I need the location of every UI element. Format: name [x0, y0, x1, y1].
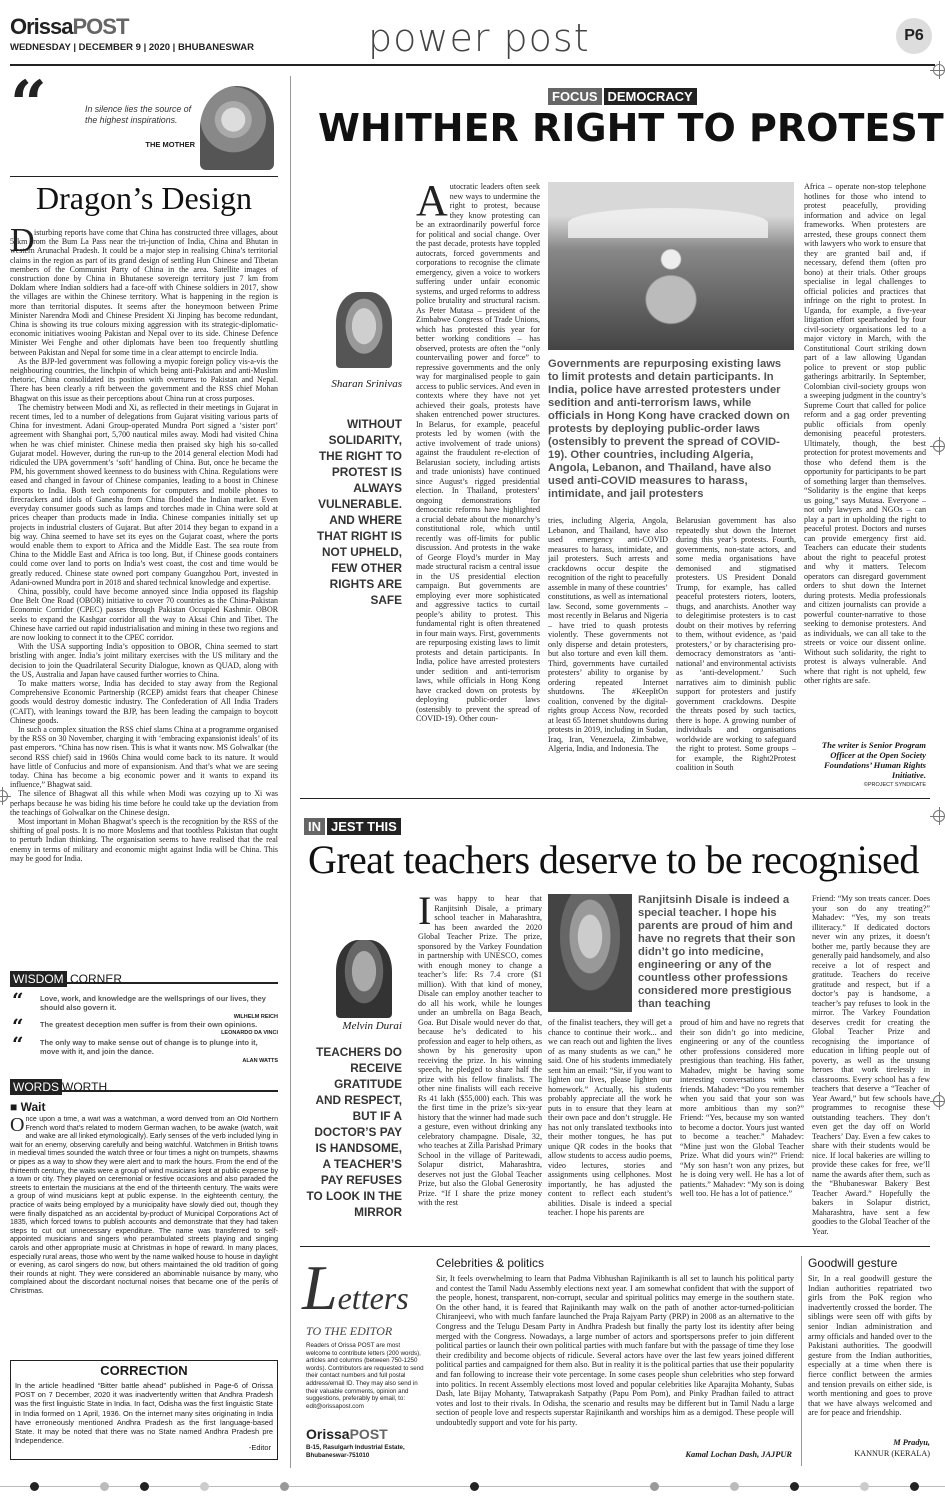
editorial-body [10, 228, 278, 954]
editorial-paragraph: isturbing reports have come that China has constructed three villages, about 5 km from the Bum La Pass near the tri-junction of India, China and Bhutan in western Arunachal Pradesh. It could be a major step in realising China’s territorial claims in the region as part of its grand design of settling Hun Chinese and Tibetan members of the Communist Party of China in the area. Satellite images of construction done by China in Bhutanese sovereign territory just 7 km from Doklam where Indian soldiers had a face-off with Chinese soldiers in 2017, show the villages are within the Chinese territory. What is happening in the region is more than territorial disputes. It seems after the honeymoon between Prime Minister Narendra Modi and Chinese President Xi Jinping has become redundant, China is showing its true colours mixing aggression with its strategic-diplomatic-economic initiatives wooing Pakistan and Nepal over to its side. Chinese Defence Minister Wei Fenghe and other diplomats have been too frequently shuttling between Pakistan and Nepal for some time in a clear attempt to encircle India. [10, 228, 278, 357]
focus-col-3: Belarusian government has also repeatedly shut down the Internet during this year’s protests. Fourth, governments, non-state actors, and some media organisations have demonised and stigmatised protesters. US President Donald Trump, for example, has called peaceful protesters rioters, looters, thugs, and anarchists. Another way to delegitimise protesters is to cast doubt on their motives by referring to them, without evidence, as ‘paid protesters,’ or by characterising pro-democracy demonstrators as ‘anti-national’ and environmental activists as ‘anti-development.’ Such narratives aim to diminish public support for protesters and justify government crackdowns. Despite the threats posed by such tactics, there is hope. A growing number of individuals and organisations worldwide are working to safeguard the right to protest. Some groups – for example, the Right2Protest coalition in South [676, 516, 796, 772]
letter-1 [436, 1256, 794, 1468]
wisdom-heading-b: CORNER [66, 972, 123, 986]
jest-headline: Great teachers deserve to be recognised [308, 837, 919, 882]
wordsworth-heading-b: WORTH [62, 1080, 108, 1094]
jest-caption: Ranjitsinh Disale is indeed a special teacher. I hope his parents are proud of him and have no regrets that their son didn’t go into medicine, engineering or any of the countless other professions considered more prestigious than teaching [638, 894, 796, 1010]
dateline: WEDNESDAY | DECEMBER 9 | 2020 | BHUBANESWAR [10, 42, 254, 53]
focus-col-1 [416, 182, 540, 782]
tag-in: IN [304, 818, 325, 835]
the-mother-portrait [200, 86, 274, 170]
registration-mark [0, 790, 8, 802]
focus-author: Sharan Srinivas [331, 378, 402, 390]
editorial-paragraph: China, possibly, could have become annoyed since India opposed its flagship One Belt One Road (OBOR) initiative to cover 70 countries as the China-Pakistan Economic Corridor (CPEC) passes through Pakistan Occupied Kashmir. OBOR seeks to expand the Kashgar corridor all the way to Aksai Chin and Tibet. The Chinese have carried out rapid industrialisation and mining in these two regions and are now looking to connect it to the CPEC corridor. [10, 586, 278, 642]
page-number-badge: P6 [896, 18, 932, 54]
wisdom-text: The only way to make sense out of change is to plunge into it, move with it, and join the dance. [40, 1038, 258, 1056]
focus-col1-text: utocratic leaders often seek new ways to undermine the right to protest, because they know protesting can be an extraordinarily powerful force for political and social change. Over the past decade, protests have toppled autocrats, forced governments and corporations to recognise the climate emergency, given a voice to workers suffering under unfair economic systems, and urged reforms to address police brutality and structural racism. As Peter Mutasa – president of the Zimbabwe Congress of Trade Unions, which has protested this year for better working conditions – has observed, protests are often the “only countervailing power and force” to repressive governments and the only way for marginalised people to gain access to public services. And even in contexts where they have not yet achieved their goals, protests have shaken entrenched power structures. In Belarus, for example, peaceful protests led by women (with the active involvement of trade unions) against the fraudulent re-election of Belarusian society, including artists and trade unionists) have continued since August’s rigged presidential election. In Thailand, protesters’ ongoing demonstrations for democratic reforms have highlighted a crucial debate about the monarchy’s constitutional role, which until recently was off-limits for public discussion. And protests in the wake of George Floyd’s murder in May made structural racism a central issue in the US presidential election campaign. But governments are employing ever more sophisticated and aggressive tactics to curtail people’s ability to protest. This fundamental right is often threatened in four main ways. First, governments are repurposing existing laws to limit protests and detain participants. In India, police have arrested protesters under sedition and anti-terrorism laws, while officials in Hong Kong have cracked down on protests by deploying public-order laws (ostensibly to prevent the spread of COVID-19). Other coun- [416, 182, 540, 723]
correction-heading: CORRECTION [100, 1363, 188, 1378]
registration-mark [933, 440, 945, 452]
wisdom-author: WILHELM REICH [233, 1014, 278, 1020]
section-title: power post [368, 16, 590, 60]
letters-title [302, 1252, 409, 1323]
tag-focus: FOCUS [548, 88, 602, 105]
protest-photo [548, 182, 794, 350]
jest-author: Melvin Durai [342, 1020, 402, 1032]
letters-to: TO THE EDITOR [306, 1324, 393, 1338]
focus-bio: The writer is Senior Program Officer at the Open Society Foundations’ Human Rights Initiative. [821, 740, 926, 780]
letter-sign-place: KANNUR (KERALA) [854, 1449, 930, 1458]
jest-col-2: of the finalist teachers, they will get a chance to continue their work... and we can reach out and lighten the lives of as many students as we can,” he said. One of his students immediately sent him an email: “Sir, if you want to lighten our lives, please lighten our homework.” Actually, his students probably appreciate all the work he puts in to ensure that they learn at their own pace and don’t struggle. He has not only translated textbooks into their mother tongues, he has put unique QR codes in the books that allow students to access audio poems, video lectures, stories and assignments using cellphones. Most importantly, he has adjusted the content to reflect each student’s abilities. Disale is indeed a special teacher. I hope his parents are [548, 1018, 672, 1217]
word: Wait [20, 1100, 46, 1114]
quote-box [10, 67, 278, 172]
focus-caption: Governments are repurposing existing laws to limit protests and detain participants. In India, police have arrested protesters under sedition and anti-terrorism laws, while officials in Hong Kong have cracked down on protests by deploying public-order laws (ostensibly to prevent the spread of COVID-19). Other countries, including Algeria, Angola, Lebanon, and Thailand, have also used anti-COVID measures to harass, intimidate, and jail protesters [548, 358, 790, 500]
editorial-paragraph: As the BJP-led government was following a myopic foreign policy vis-a-vis the neighbouring countries, the linchpin of which being anti-Pakistan and anti-Muslim rhetoric, China consolidated its position with overtures to Pakistan and Nepal. There has been clearly a rift between the government and the RSS chief Mohan Bhagwat on this issue as their perceptions about China run at cross purposes. [10, 356, 278, 403]
letter-sign: Kamal Lochan Dash, JAJPUR [685, 1450, 792, 1459]
wordsworth-text: nce upon a time, a wait was a watchman, a word derived from an Old Northern French word that’s related to modern German wachen, to be awake (watch, wait and wake are all linked etymologically). Early senses of the verb included lying in wait for an enemy, observing carefully and being watchful. Watchmen in British towns in medieval times sounded the watch three or four times a night on trumpets, shawms or pipes as a way to show they were alert and to mark the hours. From the end of the thirteenth century, the waits were a group of wind musicians kept at public expense by a town or city. They played on ceremonial or festive occasions and also paraded the streets to entertain the musicians at the end of the thirteenth century. The waits were a group of wind musicians kept at public expense. In the eighteenth century, the practice of waits being employed by a municipality have slowly died out, though they were finally dispatched as an accidental by-product of Municipal Corporations Act of 1835, which forced towns to publish accounts and demonstrate that they had taken steps to cut out unnecessary expenditure. The name was transferred to self-appointed musicians and singers who perambulated streets playing and singing carols and other appropriate music at Christmas in hope of reward. In many places, especially rural areas, those who went by the name walked house to house in daylight or evening, as carol singers do now, but others maintained the old tradition of going their rounds at night. They were considered an abominable nuisance by many, who complained about the discordant nocturnal noises that became one of the perils of Christmas. [10, 1116, 278, 1295]
letter-title: Celebrities & politics [436, 1256, 545, 1270]
quote-mark-icon: “ [12, 1032, 24, 1056]
quote-text: In silence lies the source of the highest inspirations. [85, 104, 192, 125]
editorial-paragraph: Most important in Mohan Bhagwat’s speech is the recognition by the RSS of the shifting of goal posts. It is no more Moslems and that toothless Pakistan that ought to perturb Indian thinking. The organisation seems to have realised that the real enemy in terms of military and economic might against India will be China. This may be good for India. [10, 817, 278, 863]
editorial-paragraph: The chemistry between Modi and Xi, as reflected in their meetings in Gujarat in recent times, led to a number of delegations from Gujarat visiting various parts of China for investment. Adani Group-operated Mundra Port signed a ‘sister port’ agreement with Shanghai port, 5,700 nautical miles away. Modi had visited China when he was chief minister. Chinese media then praised sky high his so-called Gujarat model. However, during the run-up to the 2014 general election Modi had ridiculed the UPA government’s ‘soft’ handling of China. But, once he became the PM, his government showed keenness to do business with China. Regulations were eased and changed in favour of Chinese companies, leading to a boost in Chinese exports to India. Both tech components for computers and mobile phones to firecrackers and idols of Ganesha from China flooded the Indian market. Even everyday consumer goods such as lamps and torches made in China were sold at prices cheaper than products made in India. Chinese companies initially set up projects in industrial clusters of Gujarat. But after 2014 they began to expand in a big way. China seemed to have set its eyes on the Gujarat coast, where the ports would enable them to export to Africa and the Middle East. The sea route from China to the Middle East and Africa is too long. But, if Chinese goods containers could come over land to ports on India’s west coast, the cost and time would be greatly reduced. Chinese state owned port company Guangzhou Port, invested in Adani-owned Mundra port in 2018 and shared technical knowledge and expertise. [10, 402, 278, 587]
wisdom-heading [10, 968, 278, 984]
wisdom-author: ALAN WATTS [242, 1058, 278, 1064]
registration-mark [933, 64, 945, 76]
focus-tag [548, 86, 697, 105]
letters-etters: etters [337, 1280, 409, 1316]
wordsworth [10, 1076, 278, 1354]
wordsworth-heading-a: WORDS [10, 1079, 62, 1095]
section-rule [300, 798, 930, 799]
jest-col1-text: was happy to hear that Ranjitsinh Disale, a primary school teacher in Maharashtra, has been awarded the 2020 Global Teacher Prize. The prize, sponsored by the Varkey Foundation in partnership with UNESCO, comes with enough money to change a teacher’s life: Rs 7.4 crore ($1 million). With that kind of money, Disale can employ another teacher to do all his work, while he lounges under an umbrella on Baga Beach, Goa. But Disale would never do that, because he’s dedicated to his profession and eager to help others, as shown by his generosity upon receiving the prize. In his winning speech, he pledged to share half the prize with his fellow finalists. The other nine finalists will each receive Rs 41 lakh ($55,000) each. This was the first time in the prize’s six-year history that the winner had made such a gesture, even without drinking any celebratory champagne. Disale, 32, who teaches at Zilla Parishad Primary School in the village of Paritewadi, Solapur district, Maharashtra, deserves not just the Global Teacher Prize, but also the Global Generosity Prize. “If I share the prize money with the rest [418, 894, 542, 1207]
jest-drop: I [418, 894, 432, 933]
tag-jest: JEST THIS [327, 818, 401, 835]
letter-2 [808, 1256, 932, 1468]
correction-text: In the article headlined “Bitter battle ahead” published in Page-6 of Orissa POST on 7 December, 2020 it was inadvertently written that Andhra Pradesh was the first linguistic State in India. In fact, Odisha was the first linguistic State in India formed on 1 April, 1936. On the internet many sites originating in India have erroneously mentioned Andhra Pradesh as the first language-based State. It may be noted that there was no State named Andhra Pradesh pre Independence. [15, 1381, 273, 1446]
focus-headline: WHITHER RIGHT TO PROTEST [318, 106, 944, 150]
letters-box [300, 1252, 426, 1468]
author-photo [336, 292, 392, 368]
focus-pullquote: WITHOUT SOLIDARITY, THE RIGHT TO PROTEST IS ALWAYS VULNERABLE. AND WHERE THAT RIGHT IS NOT UPHELD, FEW OTHER RIGHTS ARE SAFE [317, 417, 402, 607]
author-photo [336, 940, 392, 1018]
brand-small: Orissa [10, 14, 73, 39]
editorial-paragraph: With the USA supporting India’s opposition to OBOR, China seemed to start bristling with anger. India’s joint military exercises with the US military and the decision to join the Quadrilateral Security Dialogue, known as QUAD, along with the US, Australia and Japan have caused further worries to China. [10, 642, 278, 679]
wordsworth-drop: O [10, 1116, 25, 1136]
brand-logo [10, 14, 128, 40]
word-of-day: ■ Wait [10, 1100, 46, 1114]
wisdom-text: The greatest deception men suffer is from their own opinions. [40, 1020, 258, 1029]
column-divider [290, 76, 291, 1468]
letter-sign: M Pradyu, [893, 1438, 930, 1447]
teacher-photo [548, 894, 632, 1012]
editorial-paragraph: To make matters worse, India has decided to stay away from the Regional Comprehensive Economic Partnership (RCEP) amidst fears that cheaper Chinese goods would destroy domestic industry. The Confederation of All India Traders (CAIT), with leanings toward the BJP, has been leading the campaign to boycott Chinese goods. [10, 678, 278, 725]
editorial-paragraph: The silence of Bhagwat all this while when Modi was cozying up to Xi was perhaps because he was biding his time before he could take up the deviation from the teachings of Golwalkar on the Chinese design. [10, 789, 278, 817]
editorial-title: Dragon’s Design [36, 180, 252, 216]
letter-text: Sir, It feels overwhelming to learn that Padma Vibhushan Rajinikanth is all set to launch his political party and contest the Tamil Nadu Assembly elections next year. I am somewhat confident that with the support of the people, honest, transparent, non-corrupt, secular and spiritual politics may emerge in the southern state. On the other hand, it is feared that Rajinikanth may walk on the path of another actor-turned-politician Chiranjeevi, who with much fanfare launched the Praja Rajyam Party (PRP) in 2008 as an alternative to the Congress and the Telugu Desam Party in Andhra Pradesh but finally the party lost its identity after being merged with the Congress. Nowadays, a large number of actors and sportspersons prefer to join different political parties or launch their own political parties with much fanfare but with the passage of time they lose their credibility and become objects of ridicule. Several actors have over the last few years joined different political parties and campaigned for them also. But in reality it is the political parties that use their popularity and fan following to increase their vote percentage. In some cases people shun celebrities who step forward into politics. In recent Assembly elections most loved and popular celebrities like Aparajita Mohanty, Subas Dash, late Bijay Mohanty, Tatwaprakash Satpathy (Papu Pom Pom), and Pinky Pradhan failed to attract votes and lost to their rivals. In Odisha, the scenario and results may be different but in Tamil Nadu a large section of people love and respects superstar Rajinikanth and worships him as a demigod. These people will undoubtedly support and vote for his party. [436, 1274, 794, 1427]
correction-box [10, 1360, 278, 1460]
wordsworth-heading [10, 1076, 278, 1092]
quote-mark-icon: “ [12, 988, 24, 1012]
registration-mark [933, 810, 945, 822]
print-color-bar [0, 1474, 945, 1498]
letters-info: Readers of Orissa POST are most welcome to contribute letters (200 words), articles and columns (between 750-1250 words). Contributors are requested to send their contact numbers and full postal address/email ID. They may also send in their valuable comments, opinion and suggestions, preferably by email, to: edit@orissapost.com [306, 1342, 424, 1410]
quote-attribution: THE MOTHER [145, 140, 195, 149]
wisdom-corner [10, 968, 278, 1068]
editorial-paragraph: In such a complex situation the RSS chief slams China at a programme organised by the RSS on 30 November, charging it with ‘embracing expansionist ideals’ of its past emperors. “China has now risen. This is what it wants now. MS Golwalkar (the second RSS chief) said in 1960s China would come back to its nature. It would have little of Confucius and more of expansionism. And that’s what we are seeing today. China has become a big economic power and it wants to expand its influence,” Bhagwat said. [10, 724, 278, 790]
flag-banner [568, 208, 768, 238]
focus-col-2: tries, including Algeria, Angola, Lebanon, and Thailand, have also used emergency anti-COVID measures to harass, intimidate, and jail protesters. Such arrests and crackdowns occur despite the recognition of the right to peacefully assemble in many of these countries’ constitutions, as well as international law. Second, some governments – most recently in Belarus and Nigeria – have tried to quash protests violently. These governments not only disperse and detain protesters, but also torture and even kill them. Third, governments have curtailed protesters’ ability to organise by ordering repeated Internet shutdowns. The #KeepItOn coalition, convened by the digital-rights group Access Now, recorded at least 65 Internet shutdowns during protests in 2019, including in Sudan, Iraq, Iran, Venezuela, Zimbabwe, Algeria, India, and Indonesia. The [548, 516, 668, 753]
quote-mark-icon: “ [10, 67, 47, 142]
wordsworth-body [10, 1116, 278, 1350]
tag-democracy: DEMOCRACY [604, 88, 697, 105]
jest-pullquote: TEACHERS DO RECEIVE GRATITUDE AND RESPECT, BUT IF A DOCTOR’S PAY IS HANDSOME, A TEACHER’S PAY REFUSES TO LOOK IN THE MIRROR [306, 1045, 402, 1219]
registration-mark [933, 1095, 945, 1107]
column-divider [801, 1256, 802, 1466]
masthead [10, 8, 935, 64]
correction-sign: -Editor [248, 1443, 271, 1452]
wisdom-author: LEONARDO DA VINCI [221, 1030, 278, 1036]
focus-col-4: Africa – operate non-stop telephone hotlines for those who intend to protest peacefully, providing information and advice on legal frameworks. When protesters are arrested, these groups connect them with lawyers who work to ensure that they are granted bail and, if necessary, defend them (often pro bono) at their trials. Other groups specialise in legal challenges to official policies and practices that infringe on the right to protest. In Uganda, for example, a five-year litigation effort spearheaded by four civil-society organisations led to a major victory in March, with the Constitutional Court striking down part of a law allowing Ugandan police to prevent or stop public gatherings arbitrarily. In September, Colombian civil-society groups won a sweeping judgment in the country’s Supreme Court that called for police reform and a gag order preventing public officials from openly demonising peaceful protesters. Ultimately, though, the best protection for protest movements and those who defend them is the opportunity for participants to be part of something larger than themselves. “Solidarity is the engine that keeps us going,” says Mutasa. Everyone – not only lawyers and NGOs – can play a part in upholding the right to peaceful protest. Doctors and nurses can provide emergency first aid. Teachers can educate their students about the right to peaceful protest and why it matters. Telecom operators can disregard government orders to shut down the Internet during protests. Media professionals and citizen journalists can provide a powerful counter-narrative to those seeking to demonise protesters. And as individuals, we can all take to the streets or voice our dissent online. Without such solidarity, the right to protest is always vulnerable. And where that right is not upheld, few other rights are safe. [804, 182, 926, 685]
letter-text: Sir, In a real goodwill gesture the Indian authorities repatriated two girls from the PoK region who inadvertently crossed the border. The siblings were seen off with gifts by senior Indian administration and army officials and handed over to the Pakistani authorities. The goodwill gesture from the Indian authorities, especially at a time when there is fierce conflict between the armies and tension prevails on either side, is worth mentioning and goes to prove that we have always welcomed and are for peace and friendship. [808, 1274, 932, 1418]
wisdom-text: Love, work, and knowledge are the wellsprings of our lives, they should also govern it. [40, 994, 266, 1012]
focus-drop: A [416, 182, 448, 225]
drop-cap: D [10, 228, 35, 259]
letters-logo: OrissaPOST [306, 1426, 388, 1442]
letter-title: Goodwill gesture [808, 1256, 898, 1270]
section-rule [300, 1246, 930, 1247]
quote-mark-icon: “ [12, 1014, 24, 1038]
jest-col-4: Friend: “My son treats cancer. Does your son do any treating?” Mahadev: “Yes, my son treats illiteracy.” If dedicated doctors never win any prizes, it doesn’t bother me, partly because they are generally paid handsomely, and also receive a lot of respect and gratitude. Teachers do receive gratitude and respect, but if a doctor’s pay is handsome, a teacher’s pay refuses to look in the mirror. The Varkey Foundation deserves credit for creating the Global Teacher Prize and recognising the importance of education in lifting people out of poverty, as well as the unsung heroes that work tirelessly in classrooms. Every school has a few teachers that deserve a “Teacher of Year Award,” but few schools have programmes to recognise these outstanding teachers. They don’t even get the day off on World Teachers’ Day. Even a few cakes to share with their students would be nice. If local bakeries are willing to provide these cakes for free, we’ll name the awards after them, such as the “Bhubaneswar Bakery Best Teacher Award.” Hopefully the bakers in Solapur district, Maharashtra, have sent a few goodies to the Global Teacher of the Year. [812, 894, 930, 1236]
jest-col-3: proud of him and have no regrets that their son didn’t go into medicine, engineering or any of the countless other professions considered more prestigious than teaching. His father, Mahadev, might be having some interesting conversations with his friends. Mahadev: “Do you remember when you said that your son was more ambitious than my son?” Friend: “Yes, because my son wanted to become a doctor. Yours just wanted to become a teacher.” Mahadev: “Mine just won the Global Teacher Prize. What did yours win?” Friend: “My son hasn’t won any prizes, but he is doing very well. He has a lot of patients.” Mahadev: “My son is doing well too. He has a lot of patience.” [680, 1018, 804, 1198]
rule [10, 176, 278, 177]
masthead-rule [10, 64, 935, 66]
letters-l: L [302, 1252, 338, 1323]
letters-address: B-15, Rasulgarh Industrial Estate, Bhubaneswar-751010 [306, 1444, 405, 1459]
focus-credit: ©PROJECT SYNDICATE [863, 782, 926, 788]
jest-col-1 [418, 894, 542, 1238]
brand-large: POST [72, 14, 129, 39]
jest-tag [304, 816, 401, 835]
wisdom-heading-a: WISDOM [10, 971, 67, 987]
